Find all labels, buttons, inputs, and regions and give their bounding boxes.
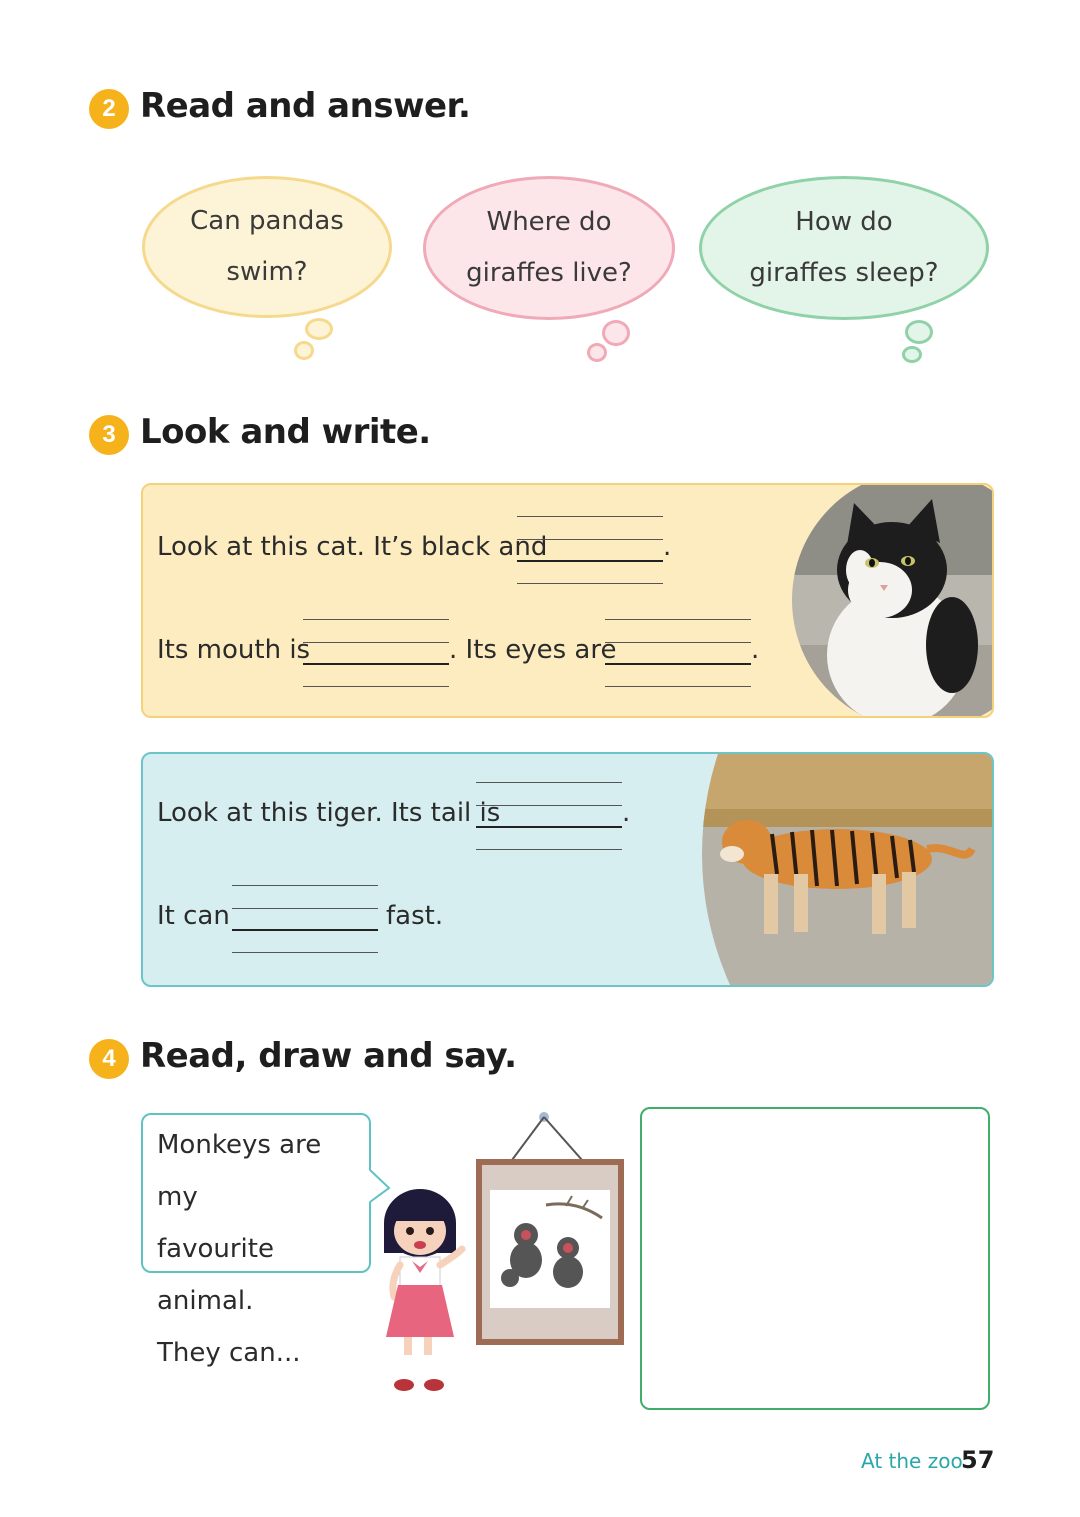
bubble-text-line: Where do bbox=[486, 207, 612, 237]
bubble-text-line: How do bbox=[795, 207, 893, 237]
page-number: 57 bbox=[961, 1446, 995, 1474]
thought-dot bbox=[602, 320, 630, 346]
tiger-sentence-2: It can bbox=[157, 901, 230, 931]
section-title: Read and answer. bbox=[140, 86, 471, 126]
answer-blank[interactable] bbox=[232, 883, 378, 953]
punctuation: . bbox=[663, 532, 672, 562]
speech-line: They can... bbox=[157, 1338, 301, 1368]
punctuation: . bbox=[751, 635, 760, 665]
thought-dot bbox=[305, 318, 333, 340]
speech-line: Monkeys are my bbox=[157, 1130, 322, 1212]
tiger-photo bbox=[702, 754, 992, 985]
section-title: Look and write. bbox=[140, 412, 431, 452]
thought-dot bbox=[294, 341, 314, 360]
cat-sentence-3: . Its eyes are bbox=[449, 635, 617, 665]
section-number-badge: 3 bbox=[89, 415, 129, 455]
answer-blank[interactable] bbox=[303, 617, 449, 687]
bubble-text-line: Can pandas bbox=[190, 206, 344, 236]
section-title: Read, draw and say. bbox=[140, 1036, 517, 1076]
bubble-text-line: giraffes sleep? bbox=[749, 258, 939, 288]
thought-dot bbox=[902, 346, 922, 363]
section-number-badge: 2 bbox=[89, 89, 129, 129]
chapter-title: At the zoo bbox=[861, 1449, 963, 1473]
monkey-painting-frame bbox=[476, 1110, 626, 1345]
thought-bubble-2 bbox=[423, 176, 675, 320]
cat-sentence-1: Look at this cat. It’s black and bbox=[157, 532, 548, 562]
girl-illustration bbox=[376, 1185, 476, 1410]
bubble-text-line: swim? bbox=[226, 257, 308, 287]
punctuation: . bbox=[622, 798, 631, 828]
thought-bubble-3 bbox=[699, 176, 989, 320]
thought-bubble-1 bbox=[142, 176, 392, 318]
cat-sentence-2: Its mouth is bbox=[157, 635, 311, 665]
tiger-sentence-3: fast. bbox=[386, 901, 444, 931]
answer-blank[interactable] bbox=[517, 514, 663, 584]
section-number-badge: 4 bbox=[89, 1039, 129, 1079]
thought-dot bbox=[587, 343, 607, 362]
answer-blank[interactable] bbox=[476, 780, 622, 850]
cat-photo bbox=[792, 485, 992, 716]
thought-dot bbox=[905, 320, 933, 344]
answer-blank[interactable] bbox=[605, 617, 751, 687]
tiger-sentence-1: Look at this tiger. Its tail is bbox=[157, 798, 501, 828]
drawing-area[interactable] bbox=[640, 1107, 990, 1410]
speech-line: favourite animal. bbox=[157, 1234, 274, 1316]
bubble-text-line: giraffes live? bbox=[466, 258, 632, 288]
speech-bubble bbox=[141, 1113, 371, 1368]
